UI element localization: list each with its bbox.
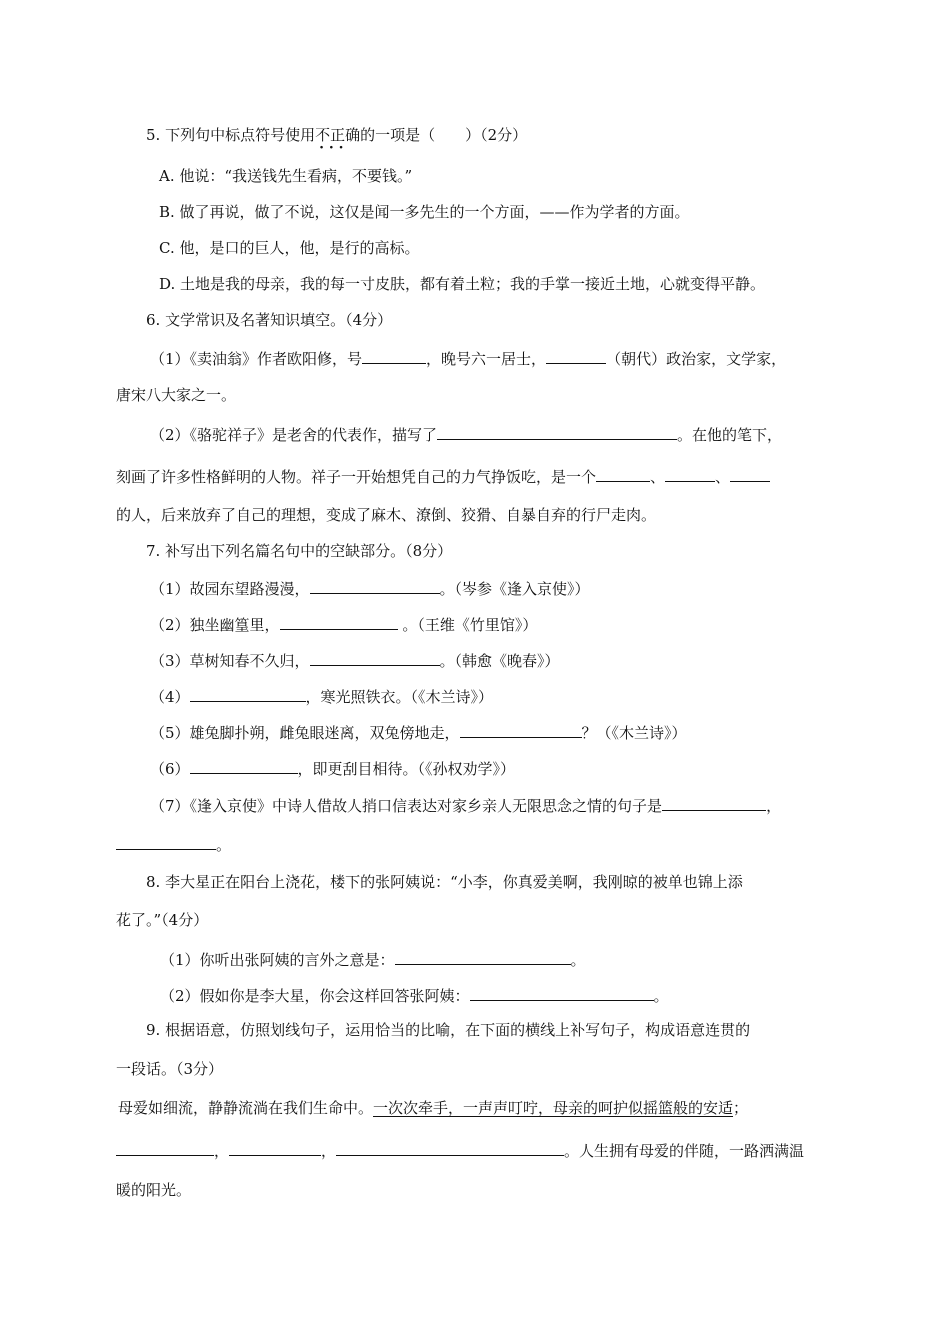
q6-part1-cont: 唐宋八大家之一。 [116,386,237,404]
q7-line-3: （3）草树知春不久归， 。（韩愈《晚春》） [150,649,560,671]
answer-blank[interactable] [336,1139,564,1156]
q6-part2-end: 的人，后来放弃了自己的理想，变成了麻木、潦倒、狡猾、自暴自弃的行尸走肉。 [116,506,657,524]
q7-line-7: （7）《逢入京使》中诗人借故人捎口信表达对家乡亲人无限思念之情的句子是 ， [150,794,781,816]
q8-stem-cont: 花了。”（4分） [116,911,209,929]
q7-line-5: （5）雄兔脚扑朔，雌兔眼迷离，双兔傍地走， ？（《木兰诗》） [150,721,687,743]
q9-blanks: ， ， 。人生拥有母爱的伴随，一路洒满温 [116,1139,804,1161]
answer-blank[interactable] [546,347,606,364]
q7-stem: 7. 补写出下列名篇名句中的空缺部分。（8分） [146,542,453,560]
answer-blank[interactable] [662,794,766,811]
q9-stem: 9. 根据语意，仿照划线句子，运用恰当的比喻，在下面的横线上补写句子，构成语意连贯的 [146,1021,751,1039]
answer-blank[interactable] [730,465,770,482]
answer-blank[interactable] [362,347,426,364]
q7-line-6: （6） ，即更刮目相待。（《孙权劝学》） [150,757,515,779]
answer-blank[interactable] [596,465,650,482]
emphasis-dots: 不正确 · · · [315,126,360,144]
answer-blank[interactable] [116,1139,214,1156]
q6-part1: （1）《卖油翁》作者欧阳修，号 ，晚号六一居士， （朝代）政治家，文学家， [150,347,786,369]
answer-blank[interactable] [665,465,715,482]
q5-option-d: D. 土地是我的母亲，我的每一寸皮肤，都有着土粒；我的手掌一接近土地，心就变得平静。 [159,275,766,293]
answer-blank[interactable] [470,984,654,1001]
answer-blank[interactable] [460,721,582,738]
answer-blank[interactable] [395,948,571,965]
model-sentence: 一次次牵手，一声声叮咛，母亲的呵护似摇篮般的安适 [373,1099,734,1117]
q6-part2-cont: 刻画了许多性格鲜明的人物。祥子一开始想凭自己的力气挣饭吃，是一个 、 、 [116,465,770,487]
q8-answer-2: （2）假如你是李大星，你会这样回答张阿姨： 。 [160,984,669,1006]
q7-line-2: （2）独坐幽篁里， 。（王维《竹里馆》） [150,613,537,635]
answer-blank[interactable] [190,685,306,702]
answer-blank[interactable] [190,757,298,774]
q7-line-4: （4） ，寒光照铁衣。（《木兰诗》） [150,685,493,707]
q5-option-c: C. 他，是口的巨人，他，是行的高标。 [159,239,420,257]
answer-blank[interactable] [437,423,677,440]
q9-paragraph: 母爱如细流，静静流淌在我们生命中。一次次牵手，一声声叮咛，母亲的呵护似摇篮般的安适； [118,1099,749,1117]
answer-blank[interactable] [116,833,216,850]
q5-option-a: A. 他说：“我送钱先生看病，不要钱。” [159,167,413,185]
q7-line-7-cont: 。 [116,833,231,855]
q9-paragraph-end: 暖的阳光。 [116,1181,192,1199]
answer-blank[interactable] [229,1139,321,1156]
answer-blank[interactable] [310,577,440,594]
answer-blank[interactable] [310,649,440,666]
q8-answer-1: （1）你听出张阿姨的言外之意是： 。 [160,948,586,970]
q6-part2: （2）《骆驼祥子》是老舍的代表作，描写了 。在他的笔下， [150,423,782,445]
q5-option-b: B. 做了再说，做了不说，这仅是闻一多先生的一个方面，——作为学者的方面。 [159,203,690,221]
q6-stem: 6. 文学常识及名著知识填空。（4分） [146,311,393,329]
q5-stem: 5. 下列句中标点符号使用不正确 · · ·的一项是（ ）（2分） [146,125,527,145]
q9-stem-cont: 一段话。（3分） [116,1060,224,1078]
answer-blank[interactable] [280,613,398,630]
q7-line-1: （1）故园东望路漫漫， 。（岑参《逢入京使》） [150,577,590,599]
q8-stem: 8. 李大星正在阳台上浇花，楼下的张阿姨说：“小李，你真爱美啊，我刚晾的被单也锦上添 [146,873,743,891]
